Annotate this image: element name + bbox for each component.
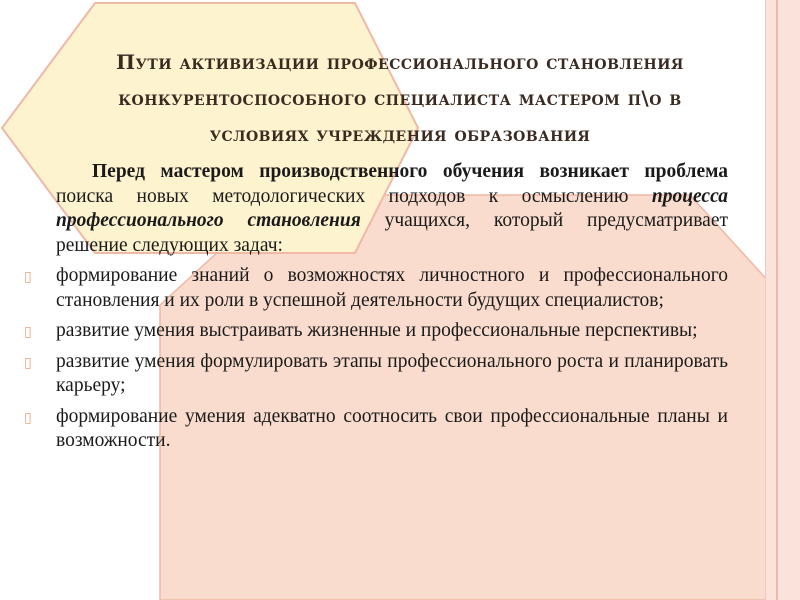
intro-text-1: поиска новых методологических подходов к осмыслению <box>56 185 652 207</box>
list-item <box>24 264 728 313</box>
bullet-icon: ▯ <box>24 324 32 340</box>
list-item <box>24 319 728 344</box>
list-item <box>24 350 728 399</box>
list-item-text: формирование умения адекватно соотносить свои профессиональные планы и возможности. <box>56 405 728 451</box>
intro-paragraph <box>56 160 728 258</box>
intro-text-2: учащихся, который предусматривает решение следующих задач: <box>56 210 728 256</box>
title-line-3: условиях учреждения образования <box>209 122 591 146</box>
list-item-text: формирование знаний о возможностях личностного и профессионального становления и их роли в успешной деятельности будущих специалистов; <box>56 265 728 311</box>
task-list <box>24 264 728 454</box>
list-item-text: развитие умения выстраивать жизненные и профессиональные перспективы; <box>56 320 698 341</box>
intro-lead: Перед мастером производственного обучения возникает проблема <box>92 161 728 182</box>
intro-emphasis: процесса профессионального становления <box>56 185 728 231</box>
bullet-icon: ▯ <box>24 269 32 285</box>
list-item <box>24 405 728 454</box>
title-line-1: Пути активизации профессионального становления <box>116 50 684 74</box>
list-item-text: развитие умения формулировать этапы профессионального роста и планировать карьеру; <box>56 350 728 396</box>
bullet-icon: ▯ <box>24 409 32 426</box>
slide-body <box>24 160 728 460</box>
slide-title <box>40 44 760 152</box>
right-decor-stripe <box>765 0 800 600</box>
title-line-2: конкурентоспособного специалиста мастером п\о в <box>118 86 682 110</box>
bullet-icon: ▯ <box>24 354 32 371</box>
